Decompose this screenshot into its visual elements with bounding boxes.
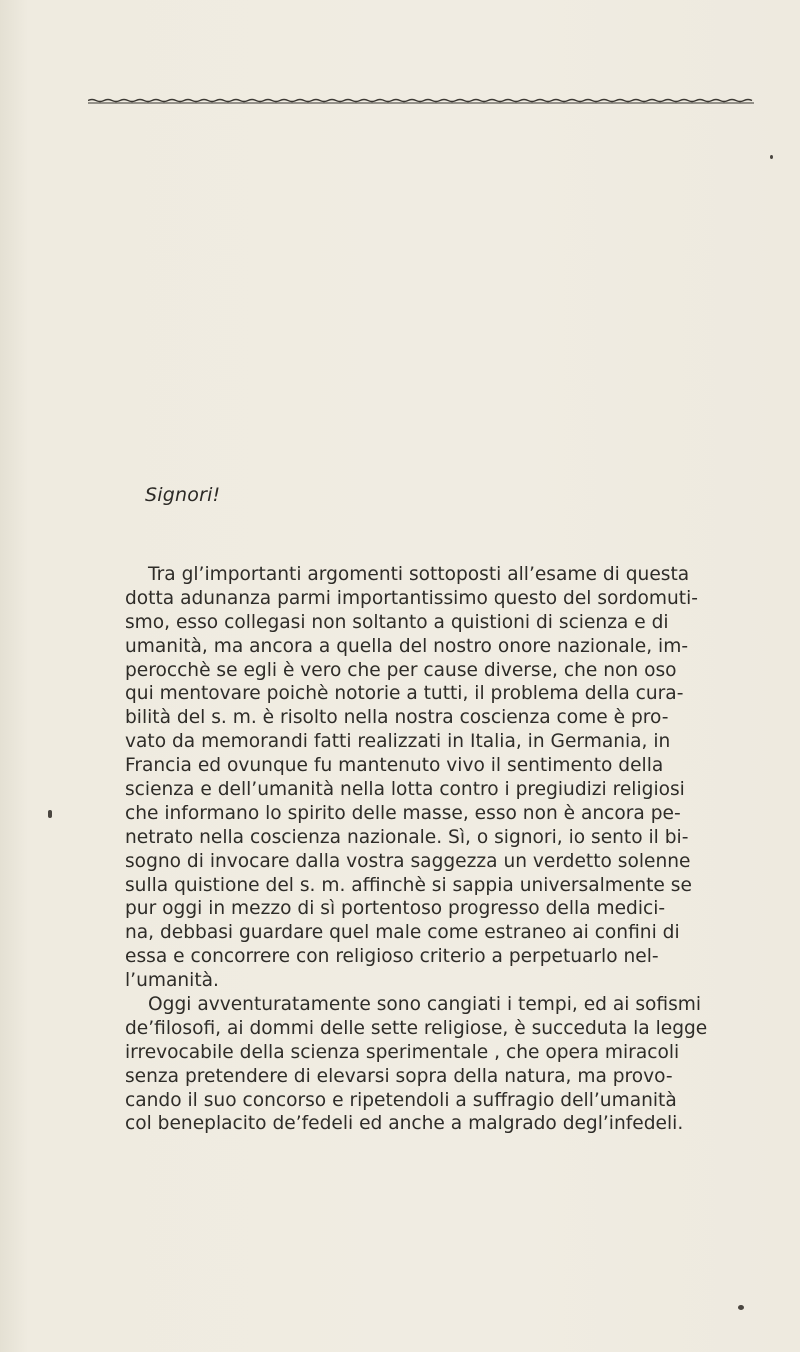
text-line: netrato nella coscienza nazionale. Sì, o signori, io sento il bi- (125, 826, 689, 848)
text-line: umanità, ma ancora a quella del nostro onore nazionale, im- (125, 635, 689, 657)
paragraph-2 (125, 993, 800, 1136)
text-line: Francia ed ovunque fu mantenuto vivo il sentimento della (125, 755, 664, 777)
text-line: qui mentovare poichè notorie a tutti, il problema della cura- (125, 683, 684, 705)
text-line: col beneplacito de’fedeli ed anche a malgrado degl’infedeli. (125, 1113, 684, 1135)
text-line: de’filosofi, ai dommi delle sette religiose, è succeduta la legge (125, 1017, 708, 1039)
text-line: che informano lo spirito delle masse, esso non è ancora pe- (125, 802, 681, 824)
text-line: l’umanità. (125, 970, 219, 992)
text-line: perocchè se egli è vero che per cause diverse, che non oso (125, 659, 677, 681)
text-line: scienza e dell’umanità nella lotta contro i pregiudizi religiosi (125, 779, 685, 801)
text-line: vato da memorandi fatti realizzati in Italia, in Germania, in (125, 731, 671, 753)
text-line: Tra gl’importanti argomenti sottoposti all’esame di questa (148, 564, 690, 585)
salutation: Signori! (145, 484, 221, 506)
text-line: sulla quistione del s. m. affinchè si sappia universalmente se (125, 874, 692, 896)
text-line: essa e concorrere con religioso criterio a perpetuarlo nel- (125, 946, 659, 968)
text-line: dotta adunanza parmi importantissimo questo del sordomuti- (125, 587, 698, 609)
text-line: Oggi avventuratamente sono cangiati i tempi, ed ai sofismi (148, 994, 702, 1016)
paper-speck (48, 810, 52, 818)
paper-speck (770, 155, 773, 159)
body-text (125, 563, 800, 1136)
text-line: pur oggi in mezzo di sì portentoso progresso della medici- (125, 898, 666, 920)
text-line: sogno di invocare dalla vostra saggezza un verdetto solenne (125, 850, 691, 872)
top-border-rule (88, 98, 754, 104)
text-line: senza pretendere di elevarsi sopra della natura, ma provo- (125, 1065, 673, 1087)
paragraph-1 (125, 563, 800, 993)
text-line: bilità del s. m. è risolto nella nostra coscienza come è pro- (125, 707, 669, 729)
text-line: irrevocabile della scienza sperimentale , che opera miracoli (125, 1041, 680, 1063)
paper-speck (738, 1305, 744, 1310)
text-line: smo, esso collegasi non soltanto a quistioni di scienza e di (125, 611, 669, 633)
text-line: na, debbasi guardare quel male come estraneo ai confini di (125, 922, 680, 944)
text-line: cando il suo concorso e ripetendoli a suffragio dell’umanità (125, 1089, 677, 1111)
